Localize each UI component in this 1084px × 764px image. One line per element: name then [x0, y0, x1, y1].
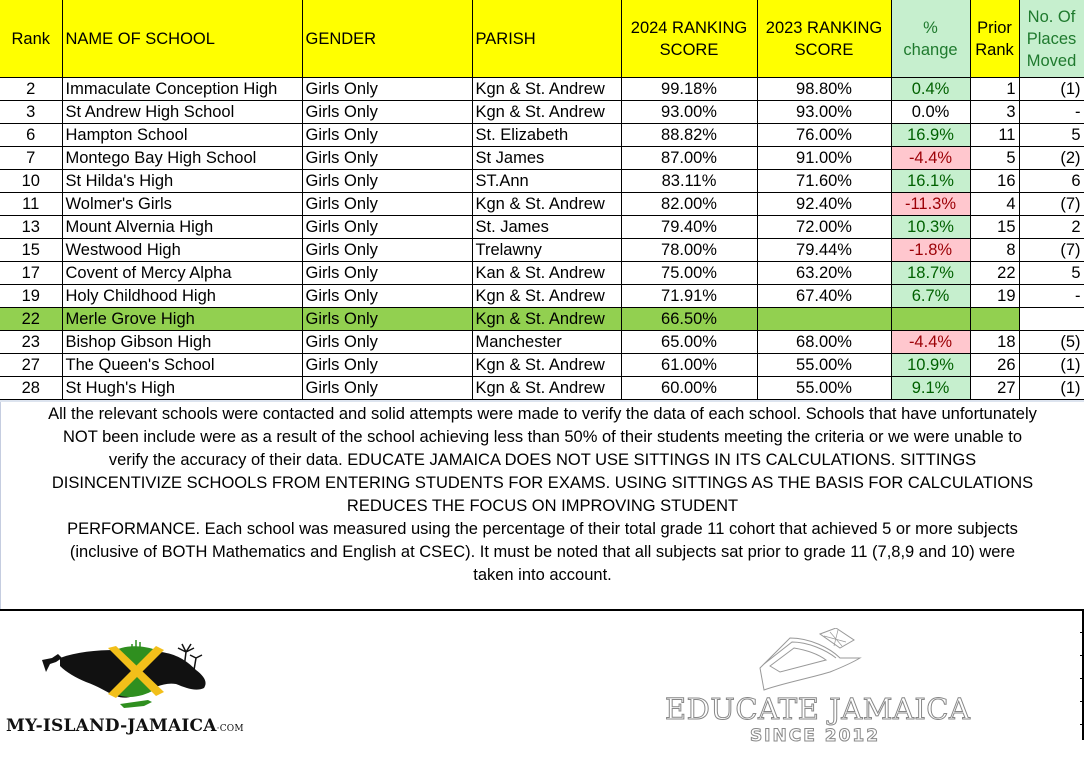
cell-school-name: St Hugh's High	[62, 377, 302, 400]
cell-prior-rank: 3	[970, 101, 1019, 124]
wordmark-suffix: ·COM	[216, 724, 244, 734]
cell-2024-score: 66.50%	[621, 308, 757, 331]
cell-prior-rank: 16	[970, 170, 1019, 193]
cell-school-name: Mount Alvernia High	[62, 216, 302, 239]
cell-pct-change: 18.7%	[891, 262, 970, 285]
cell-pct-change: 16.9%	[891, 124, 970, 147]
cell-places-moved: (1)	[1019, 78, 1084, 101]
notes-line: (inclusive of BOTH Mathematics and English at CSEC). It must be noted that all subjects sat prior to grade 11 (7,8,9 and 10) were	[69, 543, 1016, 561]
educate-jamaica-logo	[665, 620, 971, 760]
cell-pct-change: 10.3%	[891, 216, 970, 239]
cell-pct-change	[891, 308, 970, 331]
header-places-moved-line1: No. Of	[1027, 7, 1076, 26]
section-divider	[0, 609, 1084, 611]
header-prior-rank-line1: Prior	[977, 18, 1012, 37]
cell-rank: 17	[0, 262, 62, 285]
cell-2024-score: 83.11%	[621, 170, 757, 193]
cell-places-moved: -	[1019, 285, 1084, 308]
cell-prior-rank: 8	[970, 239, 1019, 262]
cell-rank: 27	[0, 354, 62, 377]
cell-2024-score: 65.00%	[621, 331, 757, 354]
header-2024-score	[621, 0, 757, 78]
cell-gender: Girls Only	[302, 331, 472, 354]
cell-school-name: St Andrew High School	[62, 101, 302, 124]
cell-school-name: Westwood High	[62, 239, 302, 262]
cell-parish: Trelawny	[472, 239, 621, 262]
cell-2023-score: 91.00%	[757, 147, 891, 170]
cell-parish: Kan & St. Andrew	[472, 262, 621, 285]
cell-places-moved: 6	[1019, 170, 1084, 193]
cell-parish: Kgn & St. Andrew	[472, 308, 621, 331]
header-prior-rank-line2: Rank	[975, 40, 1014, 59]
header-2023-score	[757, 0, 891, 78]
header-2024-score-line2: SCORE	[659, 40, 719, 59]
cell-gender: Girls Only	[302, 239, 472, 262]
cell-gender: Girls Only	[302, 101, 472, 124]
cell-prior-rank: 19	[970, 285, 1019, 308]
edge-tick	[1080, 724, 1084, 725]
cell-gender: Girls Only	[302, 216, 472, 239]
cell-rank: 6	[0, 124, 62, 147]
cell-school-name: The Queen's School	[62, 354, 302, 377]
cell-pct-change: -1.8%	[891, 239, 970, 262]
cell-2024-score: 78.00%	[621, 239, 757, 262]
cell-2023-score: 68.00%	[757, 331, 891, 354]
cell-parish: Kgn & St. Andrew	[472, 354, 621, 377]
cell-2023-score: 55.00%	[757, 377, 891, 400]
cell-places-moved: 5	[1019, 124, 1084, 147]
my-island-jamaica-logo	[6, 630, 244, 750]
methodology-notes	[0, 402, 1084, 610]
notes-line: PERFORMANCE. Each school was measured using the percentage of their total grade 11 cohort that achieved 5 or more subjects	[67, 520, 1018, 538]
cell-school-name: Wolmer's Girls	[62, 193, 302, 216]
cell-gender: Girls Only	[302, 124, 472, 147]
cell-pct-change: 0.0%	[891, 101, 970, 124]
cell-gender: Girls Only	[302, 147, 472, 170]
table-row	[0, 262, 1084, 285]
header-places-moved-line2: Places	[1026, 29, 1077, 48]
cell-parish: Kgn & St. Andrew	[472, 101, 621, 124]
cell-prior-rank: 22	[970, 262, 1019, 285]
cell-prior-rank: 5	[970, 147, 1019, 170]
cell-prior-rank: 26	[970, 354, 1019, 377]
header-row	[0, 0, 1084, 78]
cell-prior-rank	[970, 308, 1019, 331]
cell-pct-change: -4.4%	[891, 331, 970, 354]
cell-gender: Girls Only	[302, 308, 472, 331]
edge-tick	[1080, 632, 1084, 633]
table-row	[0, 147, 1084, 170]
header-school-name: NAME OF SCHOOL	[62, 0, 302, 78]
cell-2024-score: 61.00%	[621, 354, 757, 377]
cell-parish: Kgn & St. Andrew	[472, 193, 621, 216]
cell-2023-score: 72.00%	[757, 216, 891, 239]
cell-pct-change: 6.7%	[891, 285, 970, 308]
edge-tick	[1080, 655, 1084, 656]
educate-jamaica-title: EDUCATE JAMAICA	[665, 692, 971, 726]
cell-parish: St James	[472, 147, 621, 170]
cell-gender: Girls Only	[302, 285, 472, 308]
cell-places-moved: (7)	[1019, 193, 1084, 216]
educate-jamaica-since: SINCE 2012	[749, 726, 881, 746]
cell-rank: 15	[0, 239, 62, 262]
notes-line: DISINCENTIVIZE SCHOOLS FROM ENTERING STUDENTS FOR EXAMS. USING SITTINGS AS THE BASIS FOR CALCULATIONS	[51, 474, 1034, 492]
cell-rank: 3	[0, 101, 62, 124]
cell-2024-score: 88.82%	[621, 124, 757, 147]
cell-2024-score: 99.18%	[621, 78, 757, 101]
cell-2023-score	[757, 308, 891, 331]
cell-places-moved: 2	[1019, 216, 1084, 239]
cell-gender: Girls Only	[302, 193, 472, 216]
cell-parish: Kgn & St. Andrew	[472, 78, 621, 101]
table-row	[0, 124, 1084, 147]
wordmark-text: MY-ISLAND-JAMAICA	[6, 716, 217, 736]
cell-2023-score: 79.44%	[757, 239, 891, 262]
table-row	[0, 354, 1084, 377]
cell-prior-rank: 1	[970, 78, 1019, 101]
cell-school-name: Merle Grove High	[62, 308, 302, 331]
cell-gender: Girls Only	[302, 170, 472, 193]
cell-prior-rank: 15	[970, 216, 1019, 239]
cell-rank: 19	[0, 285, 62, 308]
cell-school-name: Montego Bay High School	[62, 147, 302, 170]
table-row	[0, 216, 1084, 239]
cell-2024-score: 82.00%	[621, 193, 757, 216]
edge-tick	[1080, 678, 1084, 679]
cell-prior-rank: 18	[970, 331, 1019, 354]
cell-2024-score: 75.00%	[621, 262, 757, 285]
notes-line: verify the accuracy of their data. EDUCATE JAMAICA DOES NOT USE SITTINGS IN ITS CALCULATIONS. SITTINGS	[108, 451, 977, 469]
cell-rank: 13	[0, 216, 62, 239]
cell-2023-score: 71.60%	[757, 170, 891, 193]
cell-2023-score: 55.00%	[757, 354, 891, 377]
cell-2023-score: 76.00%	[757, 124, 891, 147]
cell-parish: Manchester	[472, 331, 621, 354]
cell-parish: Kgn & St. Andrew	[472, 285, 621, 308]
cell-prior-rank: 4	[970, 193, 1019, 216]
cell-parish: Kgn & St. Andrew	[472, 377, 621, 400]
cell-pct-change: -4.4%	[891, 147, 970, 170]
cell-rank: 10	[0, 170, 62, 193]
header-2023-score-line1: 2023 RANKING	[765, 18, 883, 37]
cell-school-name: St Hilda's High	[62, 170, 302, 193]
notes-line: All the relevant schools were contacted and solid attempts were made to verify the data of each school. Schools that have unfortunately	[48, 405, 1037, 423]
cell-places-moved: (1)	[1019, 354, 1084, 377]
cell-places-moved	[1019, 308, 1084, 331]
cell-places-moved: -	[1019, 101, 1084, 124]
header-rank: Rank	[0, 0, 62, 78]
cell-places-moved: (2)	[1019, 147, 1084, 170]
header-pct-change-line1: %	[923, 18, 938, 37]
cell-places-moved: (1)	[1019, 377, 1084, 400]
cell-2023-score: 93.00%	[757, 101, 891, 124]
cell-school-name: Holy Childhood High	[62, 285, 302, 308]
cell-parish: ST.Ann	[472, 170, 621, 193]
cell-rank: 23	[0, 331, 62, 354]
cell-pct-change: 0.4%	[891, 78, 970, 101]
cell-pct-change: 9.1%	[891, 377, 970, 400]
cell-prior-rank: 27	[970, 377, 1019, 400]
cell-gender: Girls Only	[302, 78, 472, 101]
cell-rank: 28	[0, 377, 62, 400]
table-row	[0, 377, 1084, 400]
cell-rank: 22	[0, 308, 62, 331]
cell-school-name: Covent of Mercy Alpha	[62, 262, 302, 285]
cell-prior-rank: 11	[970, 124, 1019, 147]
cell-2024-score: 87.00%	[621, 147, 757, 170]
header-pct-change-line2: change	[903, 40, 958, 59]
cell-rank: 7	[0, 147, 62, 170]
cell-pct-change: 10.9%	[891, 354, 970, 377]
cell-2023-score: 67.40%	[757, 285, 891, 308]
open-book-icon	[750, 628, 880, 698]
cell-2023-score: 98.80%	[757, 78, 891, 101]
header-prior-rank	[970, 0, 1019, 78]
header-pct-change	[891, 0, 970, 78]
cell-2023-score: 63.20%	[757, 262, 891, 285]
cell-gender: Girls Only	[302, 354, 472, 377]
header-2023-score-line2: SCORE	[794, 40, 854, 59]
cell-school-name: Hampton School	[62, 124, 302, 147]
notes-line: taken into account.	[473, 566, 612, 584]
edge-tick	[1080, 701, 1084, 702]
cell-school-name: Bishop Gibson High	[62, 331, 302, 354]
header-places-moved-line3: Moved	[1026, 51, 1077, 70]
cell-parish: St. James	[472, 216, 621, 239]
cell-parish: St. Elizabeth	[472, 124, 621, 147]
cell-rank: 11	[0, 193, 62, 216]
table-row	[0, 285, 1084, 308]
jamaica-map-flag-icon	[36, 630, 236, 715]
cell-places-moved: (5)	[1019, 331, 1084, 354]
table-row	[0, 239, 1084, 262]
cell-gender: Girls Only	[302, 262, 472, 285]
table-row	[0, 170, 1084, 193]
cell-pct-change: 16.1%	[891, 170, 970, 193]
cell-2024-score: 93.00%	[621, 101, 757, 124]
cell-gender: Girls Only	[302, 377, 472, 400]
header-places-moved	[1019, 0, 1084, 78]
notes-line: REDUCES THE FOCUS ON IMPROVING STUDENT	[346, 497, 739, 515]
table-row	[0, 78, 1084, 101]
cell-2024-score: 60.00%	[621, 377, 757, 400]
cell-2023-score: 92.40%	[757, 193, 891, 216]
header-2024-score-line1: 2024 RANKING	[630, 18, 748, 37]
cell-places-moved: 5	[1019, 262, 1084, 285]
header-parish: PARISH	[472, 0, 621, 78]
cell-places-moved: (7)	[1019, 239, 1084, 262]
cell-2024-score: 71.91%	[621, 285, 757, 308]
notes-line: NOT been include were as a result of the school achieving less than 50% of their students meeting the criteria or we were unable to	[62, 428, 1023, 446]
table-body	[0, 78, 1084, 400]
my-island-jamaica-wordmark	[6, 716, 244, 736]
header-gender: GENDER	[302, 0, 472, 78]
table-row	[0, 193, 1084, 216]
cell-rank: 2	[0, 78, 62, 101]
table-row	[0, 331, 1084, 354]
table-row	[0, 101, 1084, 124]
cell-school-name: Immaculate Conception High	[62, 78, 302, 101]
table-row-highlighted	[0, 308, 1084, 331]
cell-2024-score: 79.40%	[621, 216, 757, 239]
cell-pct-change: -11.3%	[891, 193, 970, 216]
